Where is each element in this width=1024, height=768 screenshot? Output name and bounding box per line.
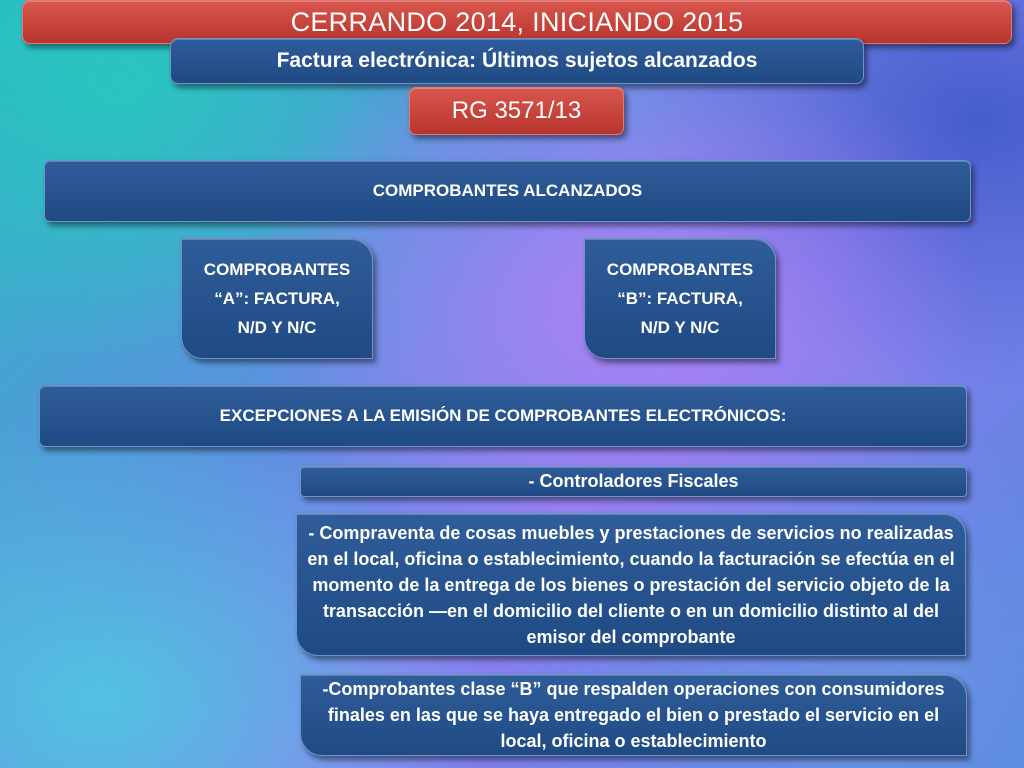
comprobantes-alcanzados-header — [44, 160, 971, 222]
comprobantes-b-line-1: COMPROBANTES — [606, 260, 754, 279]
excepcion-text: - Compraventa de cosas muebles y prestaciones de servicios no realizadas en el local, oficina o establecimiento, cuando la facturación se efectúa en el momento de la entrega de los bienes o prestación del servicio objeto de la transacción —en el domicilio del cliente o en un domicilio distinto al del emisor del comprobante — [307, 522, 955, 647]
excepcion-comprobantes-clase-b — [300, 674, 967, 756]
comprobantes-a-line-2: “A”: FACTURA, — [214, 289, 340, 308]
excepcion-compraventa — [296, 513, 966, 656]
slide-title-text: CERRANDO 2014, INICIANDO 2015 — [290, 6, 744, 37]
comprobantes-b-text — [607, 255, 753, 342]
comprobantes-a-line-3: N/D Y N/C — [237, 318, 317, 337]
excepciones-header — [39, 385, 967, 447]
comprobantes-a-text — [204, 255, 350, 342]
comprobantes-b-line-3: N/D Y N/C — [640, 318, 720, 337]
comprobantes-b-line-2: “B”: FACTURA, — [617, 289, 743, 308]
comprobantes-a-line-1: COMPROBANTES — [203, 260, 351, 279]
excepcion-controladores-fiscales — [300, 466, 967, 497]
slide-subtitle — [170, 38, 864, 84]
regulation-label — [409, 87, 624, 135]
comprobantes-header-text: COMPROBANTES ALCANZADOS — [372, 181, 643, 200]
slide-subtitle-text: Factura electrónica: Últimos sujetos alcanzados — [276, 49, 758, 72]
excepciones-header-text: EXCEPCIONES A LA EMISIÓN DE COMPROBANTES ELECTRÓNICOS: — [219, 406, 787, 425]
excepcion-text: -Comprobantes clase “B” que respalden operaciones con consumidores finales en las que se haya entregado el bien o prestado el servicio en el local, oficina o establecimiento — [322, 679, 945, 751]
comprobantes-b-box — [584, 238, 776, 359]
regulation-text: RG 3571/13 — [451, 97, 582, 124]
comprobantes-a-box — [181, 238, 373, 359]
excepcion-text: - Controladores Fiscales — [528, 471, 739, 491]
